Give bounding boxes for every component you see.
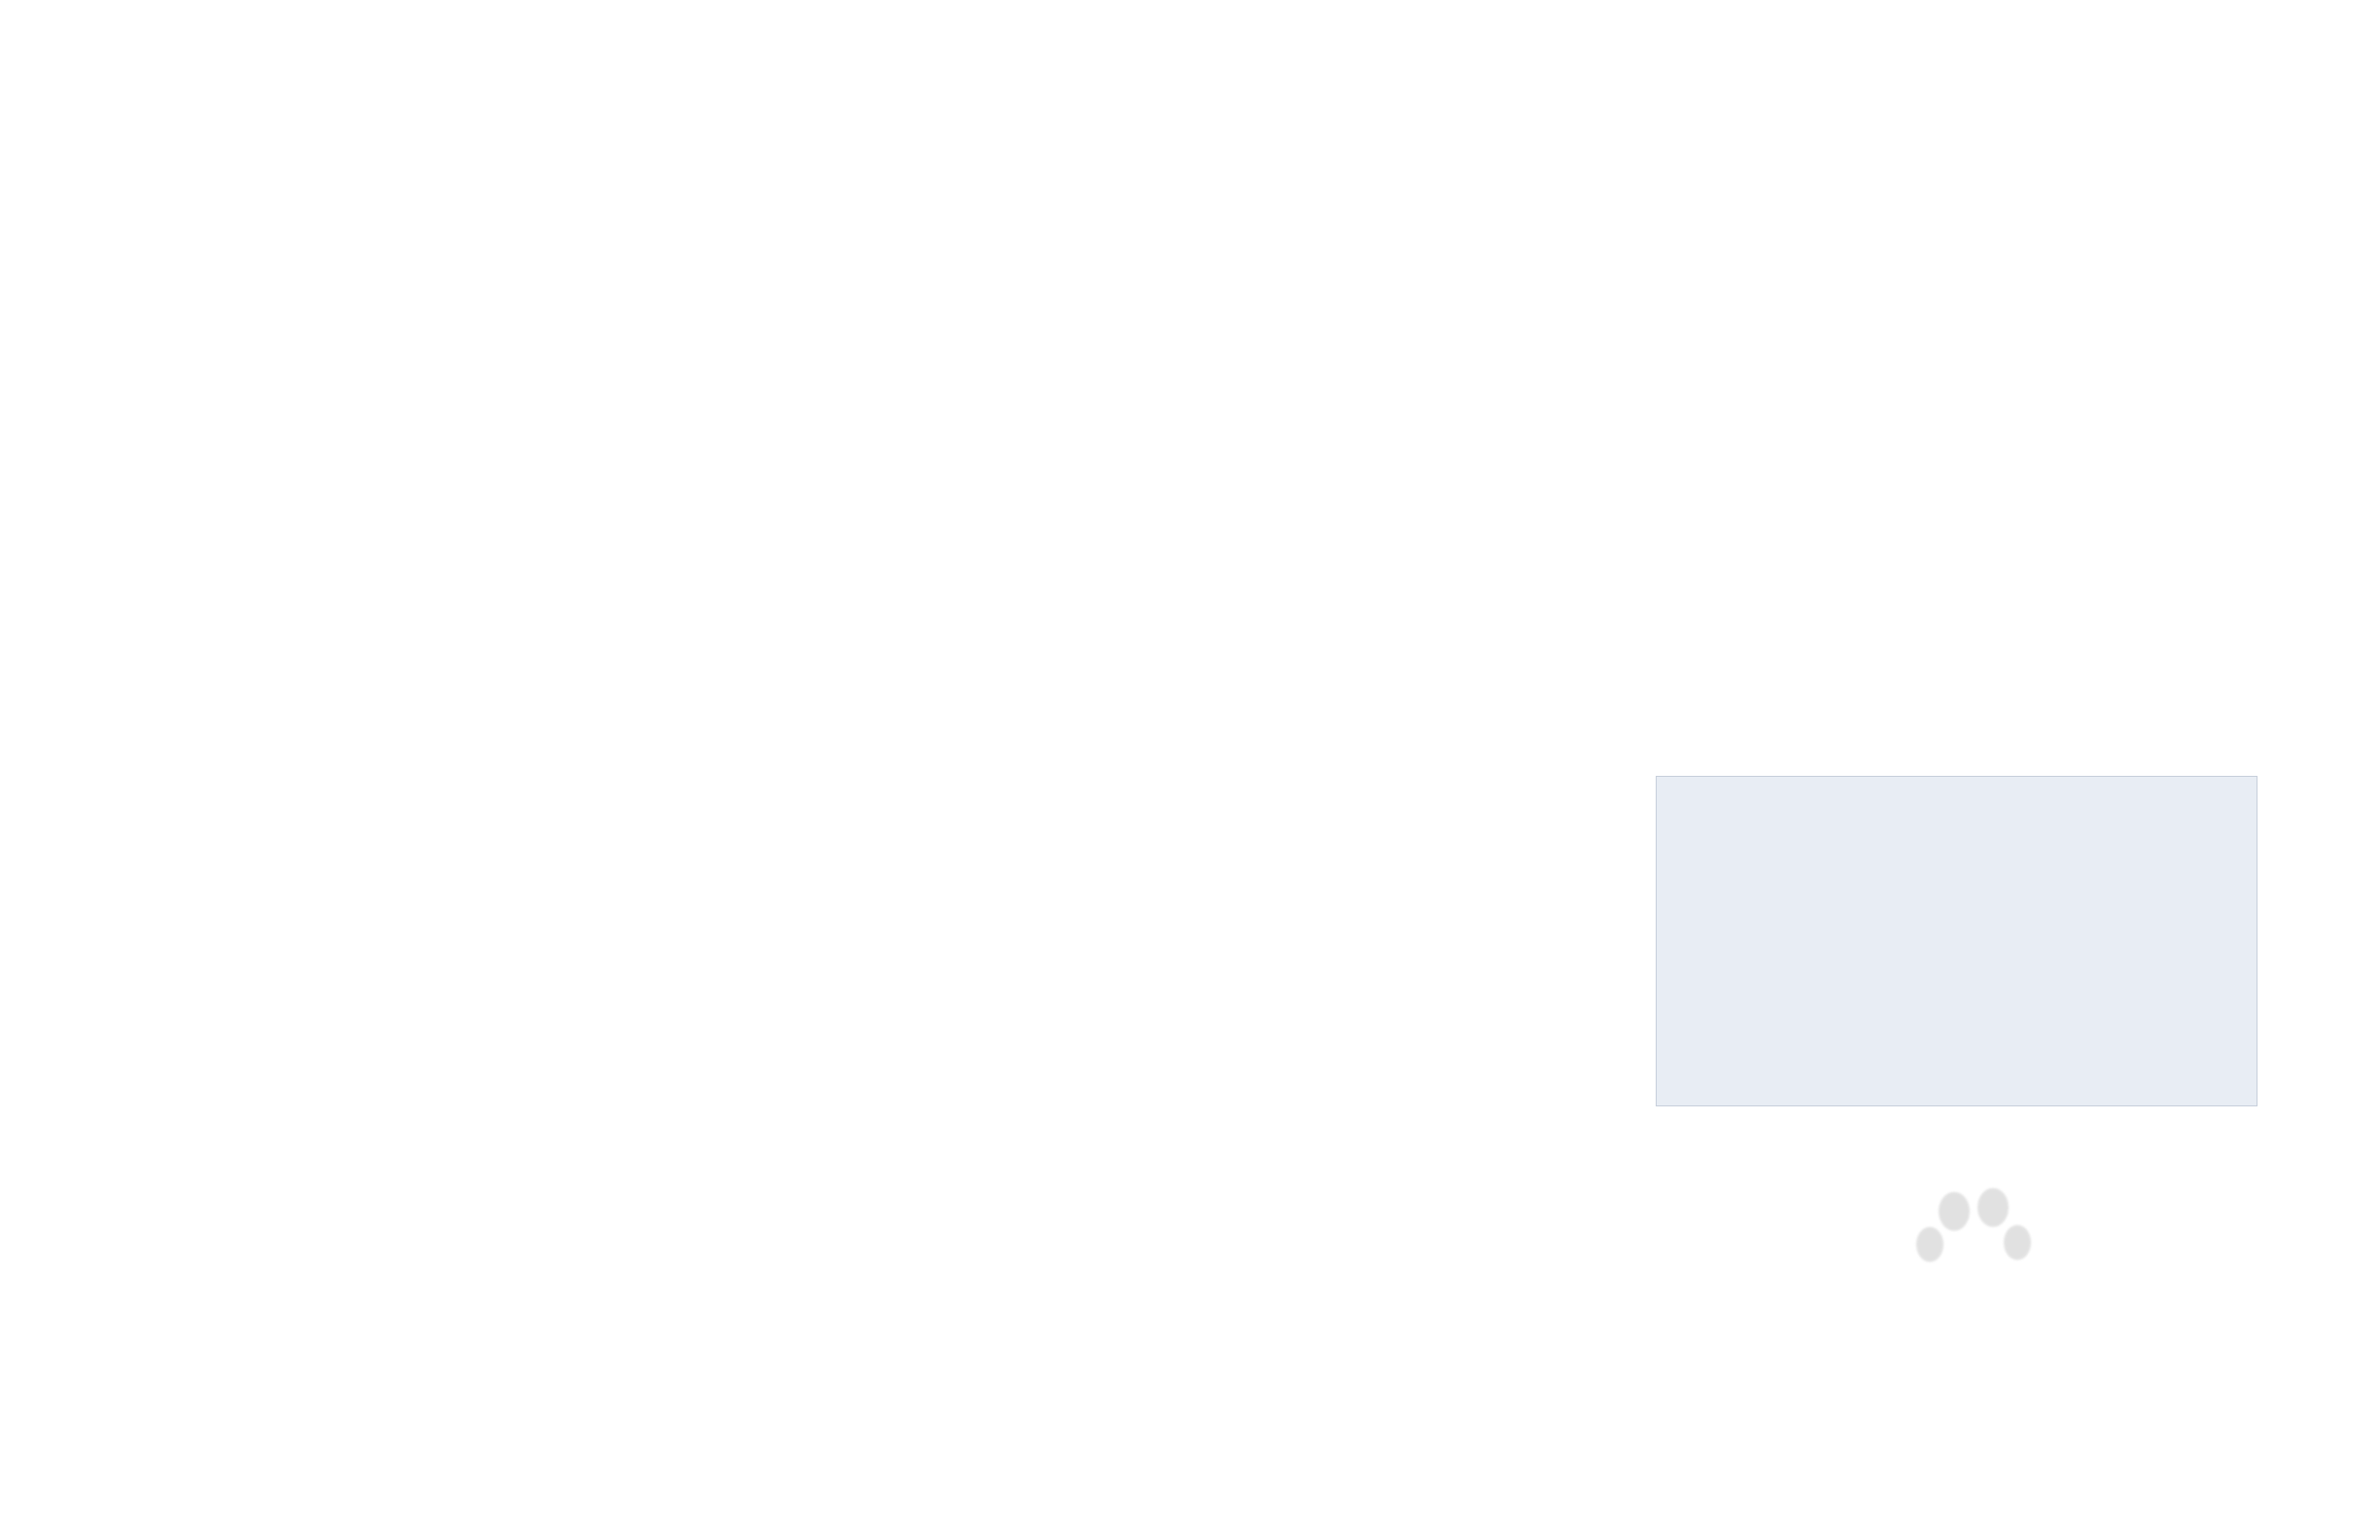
paw-logo-icon [1916, 1188, 2031, 1262]
line-status-table [1657, 777, 2257, 1105]
baidu-watermark [1697, 1184, 2251, 1456]
main-content [140, 126, 1657, 165]
line-status-screenshot [1656, 776, 2258, 1106]
